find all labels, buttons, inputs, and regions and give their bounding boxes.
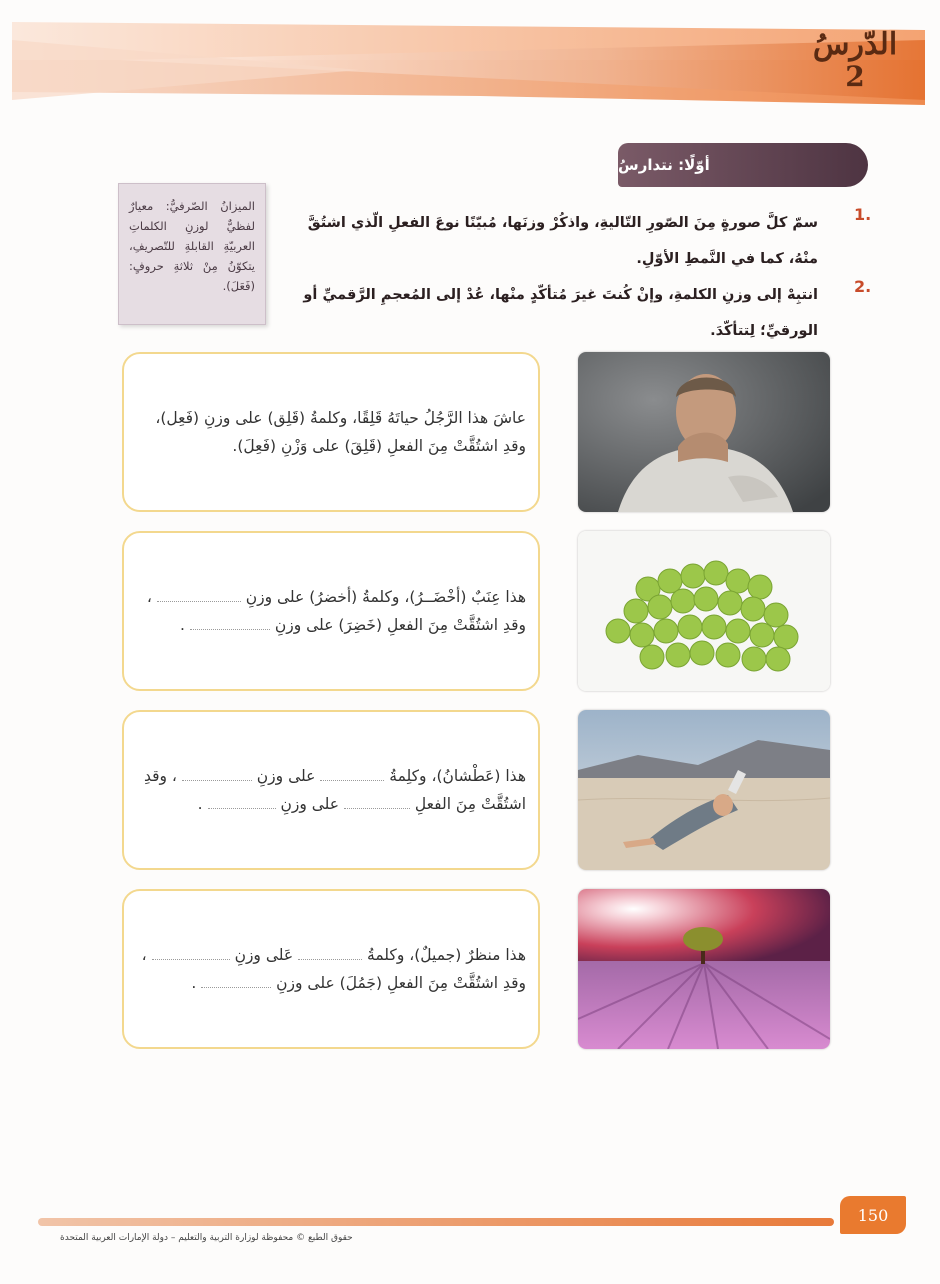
- photo-green-grapes: [578, 531, 830, 691]
- exercise-1-line-2: وقدِ اشتُقَّتْ مِنَ الفعلِ (قَلِقَ) على وَزْنِ (فَعِلَ).: [232, 437, 526, 455]
- exercise-3-line-1a: هذا (عَطْشانُ)، وكلِمةُ: [389, 767, 526, 785]
- answer-blank[interactable]: [298, 944, 362, 961]
- exercise-1-line-1: عاشَ هذا الرَّجُلُ حياتَهُ قَلِقًا، وكلمةُ (قَلِق) على وزنِ (فَعِل)،: [155, 409, 526, 427]
- exercise-card-3: [122, 710, 540, 870]
- exercise-3-line-1c: ، وقدِ: [143, 767, 177, 785]
- page-number: 150: [840, 1196, 906, 1234]
- instruction-number-2: 2.: [854, 277, 872, 296]
- exercise-2-line-1b: ،: [146, 588, 152, 606]
- exercise-4-line-1c: ،: [141, 946, 147, 964]
- answer-blank[interactable]: [157, 586, 241, 603]
- info-box-morphological-scale: [118, 183, 266, 325]
- lesson-title: [800, 28, 910, 92]
- exercise-3-line-2a: اشتُقَّتْ مِنَ الفعلِ: [414, 795, 526, 813]
- answer-blank[interactable]: [201, 972, 271, 989]
- exercise-4-line-2a: وقدِ اشتُقَّتْ مِنَ الفعلِ (جَمُلَ) على وزنِ: [276, 974, 526, 992]
- section-title-tab: [618, 143, 868, 187]
- photo-worried-man: [578, 352, 830, 512]
- exercise-card-1: [122, 352, 540, 512]
- section-title: أوّلًا: نتدارسُ: [618, 156, 710, 174]
- exercise-3-line-1b: على وزنِ: [256, 767, 316, 785]
- answer-blank[interactable]: [152, 944, 230, 961]
- exercise-2-line-2a: وقدِ اشتُقَّتْ مِنَ الفعلِ (خَضِرَ) على وزنِ: [274, 616, 526, 634]
- exercise-4-line-1a: هذا منظرٌ (جميلٌ)، وكلمةُ: [367, 946, 526, 964]
- exercise-4-line-2b: .: [191, 974, 197, 992]
- exercise-3-line-2c: .: [197, 795, 203, 813]
- exercise-4-line-1b: عَلى وزنِ: [234, 946, 294, 964]
- photo-lavender-field: [578, 889, 830, 1049]
- exercise-3-line-2b: على وزنِ: [280, 795, 340, 813]
- answer-blank[interactable]: [320, 765, 384, 782]
- answer-blank[interactable]: [190, 614, 270, 631]
- answer-blank[interactable]: [208, 793, 276, 810]
- exercise-card-2: [122, 531, 540, 691]
- copyright-text: حقوق الطبع © محفوظة لوزارة التربية والتعليم – دولة الإمارات العربية المتحدة: [60, 1233, 353, 1243]
- instruction-1: سمّ كلَّ صورةٍ مِنَ الصّورِ التّاليةِ، واذكُرْ وزنَها، مُبيّنًا نوعَ الفعلِ الّذي اشتُقَّ منْهُ، كما في النَّمطِ الأوّلِ.: [307, 215, 818, 267]
- answer-blank[interactable]: [344, 793, 410, 810]
- info-box-text: الميزانُ الصّرفيُّ: معيارٌ لفظيٌّ لوزنِ الكلماتِ العربيّةِ القابلةِ للتّصريفِ، يتكوّنُ مِنْ ثلاثةِ حروفٍ: (فَعَلَ).: [129, 199, 255, 293]
- instruction-number-1: 1.: [854, 205, 872, 224]
- instruction-2: انتبِهْ إلى وزنِ الكلمةِ، وإنْ كُنتَ غيرَ مُتأكّدٍ منْها، عُدْ إلى المُعجمِ الرَّقميِّ أو الورقيِّ؛ لِتتأكّدَ.: [303, 287, 818, 339]
- lesson-number: 2: [845, 60, 865, 93]
- answer-blank[interactable]: [182, 765, 252, 782]
- footer-bar: [38, 1218, 834, 1226]
- photo-thirsty-man-desert: [578, 710, 830, 870]
- exercise-2-line-1a: هذا عِنَبٌ (أخْضَــرُ)، وكلمةُ (أخضرُ) على وزنِ: [245, 588, 526, 606]
- header-banner: [0, 0, 940, 120]
- exercise-card-4: [122, 889, 540, 1049]
- lesson-word: الدّرسُ: [812, 27, 898, 62]
- exercise-2-line-2b: .: [180, 616, 185, 634]
